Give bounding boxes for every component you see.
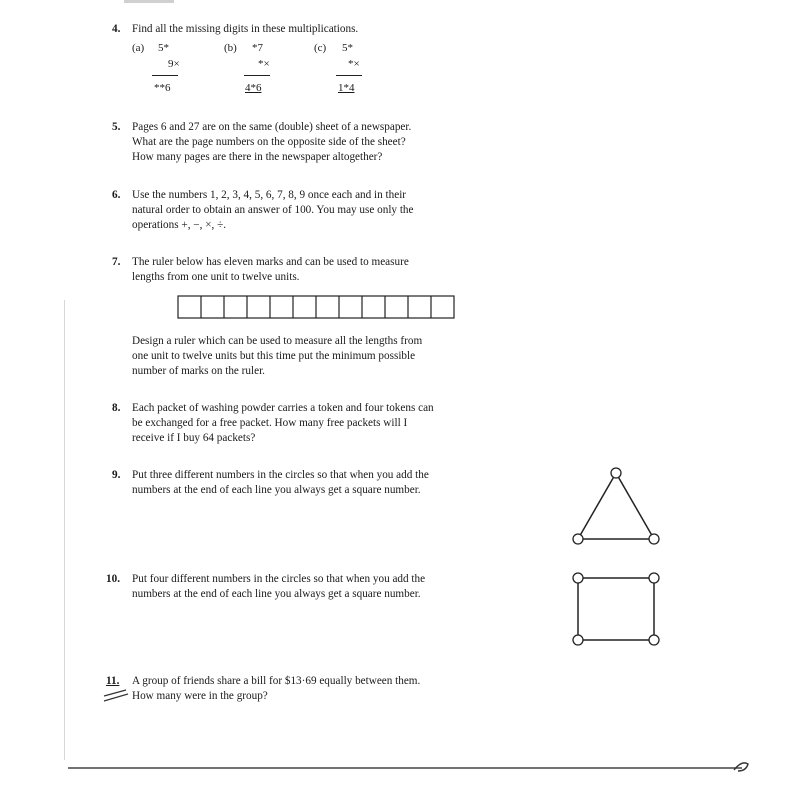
square-circle-bottom-left <box>573 635 583 645</box>
question-7-line-1: The ruler below has eleven marks and can be used to measure <box>132 256 409 268</box>
part-a-label: (a) <box>132 42 145 54</box>
question-5-line-3: How many pages are there in the newspaper altogether? <box>132 151 383 163</box>
question-4-number: 4. <box>112 23 121 35</box>
triangle-circle-top <box>611 468 621 478</box>
triangle-circle-right <box>649 534 659 544</box>
question-5-line-2: What are the page numbers on the opposite side of the sheet? <box>132 136 406 148</box>
part-a-result: **6 <box>154 82 171 94</box>
question-11-line-1: A group of friends share a bill for $13·69 equally between them. <box>132 675 421 687</box>
ruler-figure <box>178 296 454 318</box>
part-c-top: 5* <box>342 42 353 54</box>
question-7-line-4: one unit to twelve units but this time put the minimum possible <box>132 350 416 362</box>
square-circle-top-left <box>573 573 583 583</box>
question-4-text: Find all the missing digits in these multiplications. <box>132 23 359 35</box>
part-b-result: 4*6 <box>245 82 262 94</box>
pen-squiggle <box>734 763 748 771</box>
triangle-circle-left <box>573 534 583 544</box>
square-figure <box>578 578 654 640</box>
question-7-line-5: number of marks on the ruler. <box>132 365 265 377</box>
question-7-line-2: lengths from one unit to twelve units. <box>132 271 300 283</box>
question-11-line-2: How many were in the group? <box>132 690 268 702</box>
question-9-number: 9. <box>112 469 121 481</box>
part-a-top: 5* <box>158 42 169 54</box>
question-11-number: 11. <box>106 675 120 687</box>
question-5-line-1: Pages 6 and 27 are on the same (double) sheet of a newspaper. <box>132 121 412 133</box>
part-c-multiplier: *× <box>348 58 360 70</box>
question-9-line-2: numbers at the end of each line you always get a square number. <box>132 484 421 496</box>
triangle-figure <box>578 473 654 539</box>
question-10-number: 10. <box>106 573 120 585</box>
part-b-top: *7 <box>252 42 263 54</box>
question-8-number: 8. <box>112 402 121 414</box>
question-6-number: 6. <box>112 189 121 201</box>
question-10-line-2: numbers at the end of each line you always get a square number. <box>132 588 421 600</box>
part-b-multiplier: *× <box>258 58 270 70</box>
square-circle-bottom-right <box>649 635 659 645</box>
part-c-label: (c) <box>314 42 327 54</box>
part-a-multiplier: 9× <box>168 58 180 70</box>
question-6-line-3: operations +, −, ×, ÷. <box>132 219 227 231</box>
question-7-number: 7. <box>112 256 121 268</box>
question-8-line-2: be exchanged for a free packet. How many free packets will I <box>132 417 408 429</box>
question-10-line-1: Put four different numbers in the circles so that when you add the <box>132 573 426 585</box>
square-circle-top-right <box>649 573 659 583</box>
question-5-number: 5. <box>112 121 121 133</box>
question-6-line-1: Use the numbers 1, 2, 3, 4, 5, 6, 7, 8, 9 once each and in their <box>132 189 407 201</box>
question-6-line-2: natural order to obtain an answer of 100. You may use only the <box>132 204 414 216</box>
question-7-line-3: Design a ruler which can be used to measure all the lengths from <box>132 335 423 347</box>
part-c-result: 1*4 <box>338 82 355 94</box>
question-9-line-1: Put three different numbers in the circles so that when you add the <box>132 469 429 481</box>
pen-check-mark <box>104 690 128 701</box>
part-b-label: (b) <box>224 42 237 54</box>
question-8-line-1: Each packet of washing powder carries a token and four tokens can <box>132 402 434 414</box>
question-8-line-3: receive if I buy 64 packets? <box>132 432 256 444</box>
